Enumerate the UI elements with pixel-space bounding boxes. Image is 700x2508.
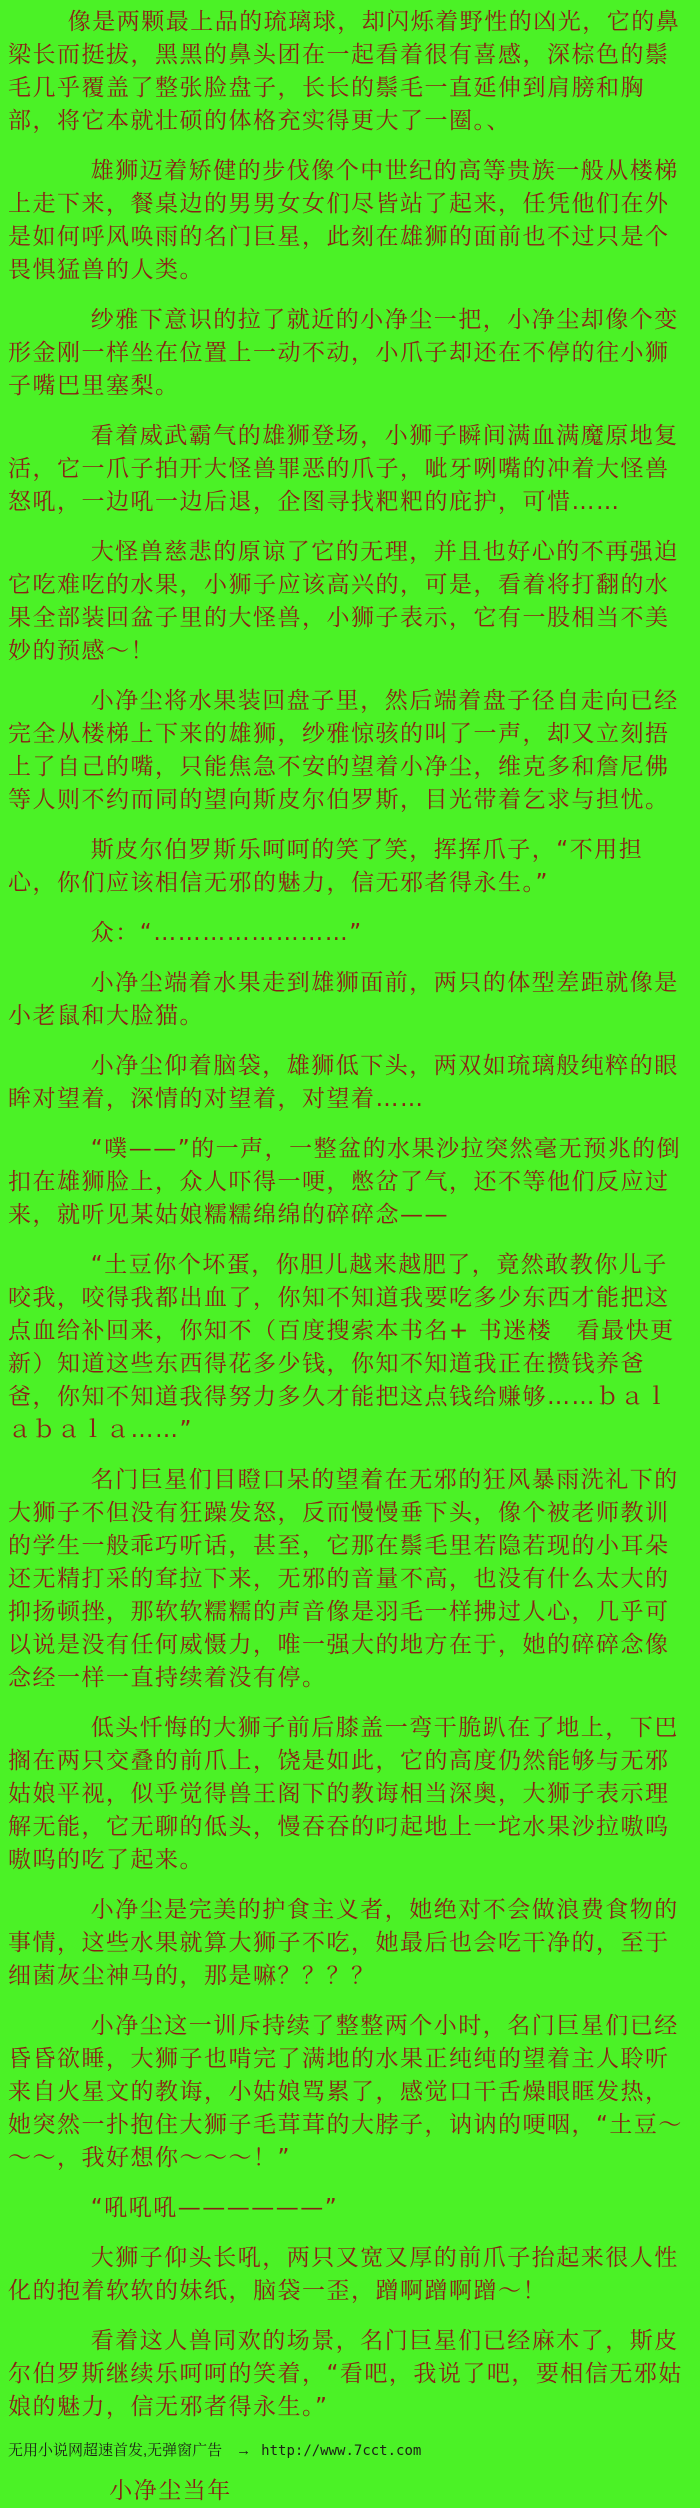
novel-paragraph: 纱雅下意识的拉了就近的小净尘一把，小净尘却像个变形金刚一样坐在位置上一动不动，小爪子却还在不停的往小狮子嘴巴里塞梨。	[8, 307, 679, 399]
novel-paragraph: 斯皮尔伯罗斯乐呵呵的笑了笑，挥挥爪子，“不用担心，你们应该相信无邪的魅力，信无邪者得永生。”	[8, 837, 644, 896]
novel-paragraph: 小净尘是完美的护食主义者，她绝对不会做浪费食物的事情，这些水果就算大狮子不吃，她最后也会吃干净的，至于细菌灰尘神马的，那是嘛？？？？	[8, 1897, 679, 1989]
novel-paragraph: 大怪兽慈悲的原谅了它的无理，并且也好心的不再强迫它吃难吃的水果，小狮子应该高兴的，可是，看着将打翻的水果全部装回盆子里的大怪兽，小狮子表示，它有一股相当不美妙的预感～！	[8, 539, 679, 664]
novel-paragraph-roar: “吼吼吼——————”	[90, 2195, 339, 2221]
novel-paragraph: “噗——”的一声，一整盆的水果沙拉突然毫无预兆的倒扣在雄狮脸上，众人吓得一哽，憋岔了气，还不等他们反应过来，就听见某姑娘糯糯绵绵的碎碎念——	[8, 1136, 682, 1228]
novel-paragraph: 雄狮迈着矫健的步伐像个中世纪的高等贵族一般从楼梯上走下来，餐桌边的男男女女们尽皆站了起来，任凭他们在外是如何呼风唤雨的名门巨星，此刻在雄狮的面前也不过只是个畏惧猛兽的人类。	[8, 158, 679, 283]
novel-paragraph: 像是两颗最上品的琉璃球，却闪烁着野性的凶光，它的鼻梁长而挺拔，黑黑的鼻头团在一起看着很有喜感，深棕色的鬃毛几乎覆盖了整张脸盘子，长长的鬃毛一直延伸到肩膀和胸部，将它本就壮硕的体格充实得更大了一圈。、	[8, 9, 681, 134]
novel-paragraph: 看着威武霸气的雄狮登场，小狮子瞬间满血满魔原地复活，它一爪子拍开大怪兽罪恶的爪子，呲牙咧嘴的冲着大怪兽怒吼，一边吼一边后退，企图寻找粑粑的庇护，可惜……	[8, 423, 679, 515]
arrow-right-icon: →	[236, 2442, 252, 2459]
novel-paragraph: 小净尘将水果装回盘子里，然后端着盘子径自走向已经完全从楼梯上下来的雄狮，纱雅惊骇的叫了一声，却又立刻捂上了自己的嘴，只能焦急不安的望着小净尘，维克多和詹尼佛等人则不约而同的望向斯皮尔伯罗斯，目光带着乞求与担忧。	[8, 688, 679, 813]
closing-line: 小净尘当年	[109, 2478, 232, 2504]
novel-paragraph: 小净尘端着水果走到雄狮面前，两只的体型差距就像是小老鼠和大脸猫。	[8, 970, 679, 1029]
novel-paragraph: 小净尘仰着脑袋，雄狮低下头，两双如琉璃般纯粹的眼眸对望着，深情的对望着，对望着……	[8, 1053, 679, 1112]
novel-paragraph: 名门巨星们目瞪口呆的望着在无邪的狂风暴雨洗礼下的大狮子不但没有狂躁发怒，反而慢慢垂下头，像个被老师教训的学生一般乖巧听话，甚至，它那在鬃毛里若隐若现的小耳朵还无精打采的耷拉下来，无邪的音量不高，也没有什么太大的抑扬顿挫，那软软糯糯的声音像是羽毛一样拂过人心，几乎可以说是没有任何威慑力，唯一强大的地方在于，她的碎碎念像念经一样一直持续着没有停。	[8, 1467, 679, 1691]
novel-paragraph: “土豆你个坏蛋，你胆儿越来越肥了，竟然敢教你儿子咬我，咬得我都出血了，你知不知道我要吃多少东西才能把这点血给补回来，你知不（百度搜索本书名+ 书迷楼 看最快更新）知道这些东西得花多少钱，你知不知道我正在攒钱养爸爸，你知不知道我得努力多久才能把这点钱给赚够……ｂａｌａｂａｌａ……”	[8, 1252, 675, 1443]
novel-paragraph: 大狮子仰头长吼，两只又宽又厚的前爪子抬起来很人性化的抱着软软的妹纸，脑袋一歪，蹭啊蹭啊蹭～！	[8, 2245, 679, 2304]
novel-paragraph: 看着这人兽同欢的场景，名门巨星们已经麻木了，斯皮尔伯罗斯继续乐呵呵的笑着，“看吧，我说了吧，要相信无邪姑娘的魅力，信无邪者得永生。”	[8, 2328, 683, 2420]
site-watermark	[8, 2441, 692, 2461]
novel-paragraph: 低头忏悔的大狮子前后膝盖一弯干脆趴在了地上，下巴搁在两只交叠的前爪上，饶是如此，它的高度仍然能够与无邪姑娘平视，似乎觉得兽王阁下的教诲相当深奥，大狮子表示理解无能，它无聊的低头，慢吞吞的叼起地上一坨水果沙拉嗷呜嗷呜的吃了起来。	[8, 1715, 679, 1873]
novel-paragraph: 小净尘这一训斥持续了整整两个小时，名门巨星们已经昏昏欲睡，大狮子也啃完了满地的水果正纯纯的望着主人聆听来自火星文的教诲，小姑娘骂累了，感觉口干舌燥眼眶发热，她突然一扑抱住大狮子毛茸茸的大脖子，讷讷的哽咽，“土豆～～～，我好想你～～～！”	[8, 2013, 683, 2171]
watermark-notice: 无用小说网超速首发,无弹窗广告	[8, 2442, 223, 2459]
watermark-site-link[interactable]: http://www.7cct.com	[261, 2443, 422, 2459]
novel-paragraph-crowd-speechless: 众：“……………………”	[90, 920, 363, 946]
